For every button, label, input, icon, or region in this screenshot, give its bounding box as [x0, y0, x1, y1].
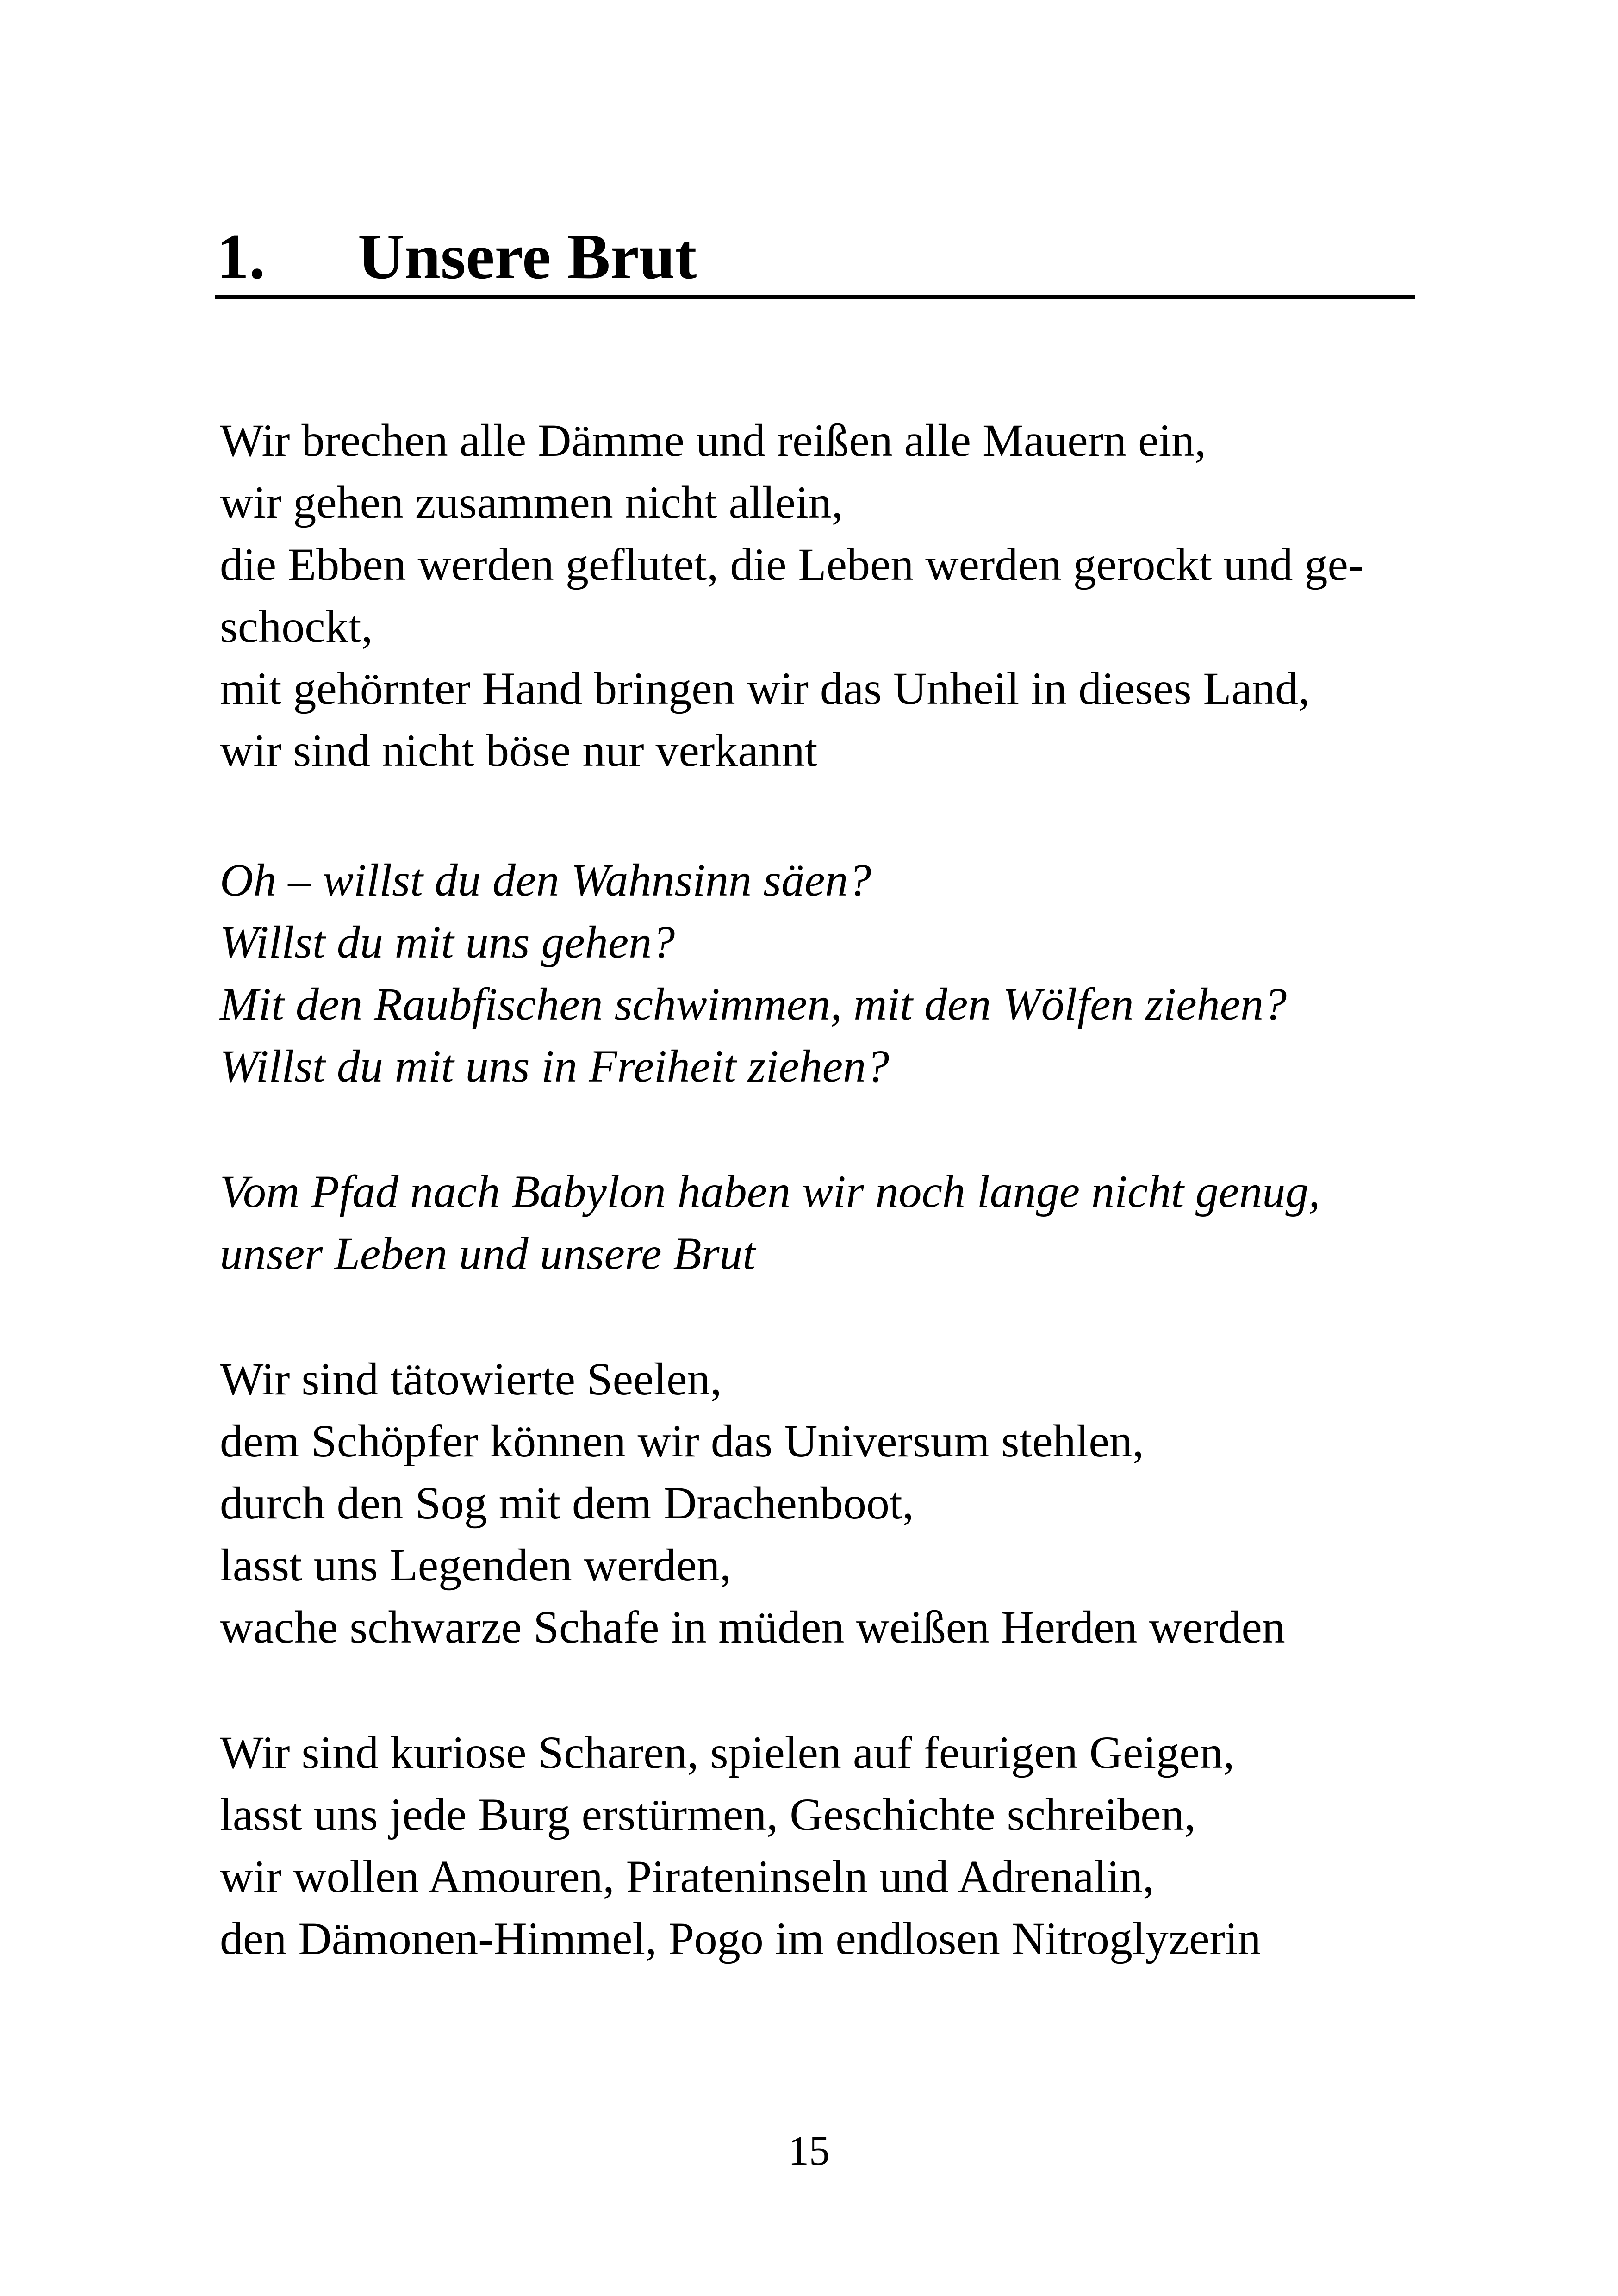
- verse-line: Willst du mit uns in Freiheit ziehen?: [220, 1040, 890, 1092]
- verse-line: den Dämonen-Himmel, Pogo im endlosen Nitroglyzerin: [220, 1913, 1261, 1964]
- page-number: 15: [788, 2128, 830, 2174]
- verse-line: mit gehörnter Hand bringen wir das Unheil in dieses Land,: [220, 663, 1310, 714]
- stanza-4: [220, 1348, 1423, 1658]
- chapter-number: 1.: [217, 221, 265, 292]
- verse-line: Mit den Raubfischen schwimmen, mit den Wölfen ziehen?: [220, 978, 1287, 1030]
- verse-line: wir sind nicht böse nur verkannt: [220, 725, 818, 776]
- verse-line: Oh – willst du den Wahnsinn säen?: [220, 854, 871, 906]
- stanza-1: [220, 410, 1423, 782]
- verse-line: wache schwarze Schafe in müden weißen Herden werden: [220, 1601, 1285, 1653]
- verse-line: Vom Pfad nach Babylon haben wir noch lange nicht genug,: [220, 1166, 1320, 1217]
- heading-divider: [215, 295, 1415, 299]
- verse-line: wir gehen zusammen nicht allein,: [220, 477, 843, 528]
- stanza-3: [220, 1161, 1423, 1285]
- verse-line: durch den Sog mit dem Drachenboot,: [220, 1477, 914, 1529]
- verse-line: schockt,: [220, 601, 373, 652]
- verse-line: die Ebben werden geflutet, die Leben werden gerockt und ge-: [220, 539, 1364, 590]
- verse-line: unser Leben und unsere Brut: [220, 1228, 756, 1279]
- verse-line: lasst uns jede Burg erstürmen, Geschichte schreiben,: [220, 1789, 1196, 1840]
- verse-line: wir wollen Amouren, Pirateninseln und Adrenalin,: [220, 1851, 1155, 1902]
- verse-line: lasst uns Legenden werden,: [220, 1539, 732, 1591]
- stanza-5: [220, 1722, 1423, 1970]
- chapter-heading: [217, 211, 1415, 303]
- verse-line: dem Schöpfer können wir das Universum stehlen,: [220, 1415, 1144, 1467]
- verse-line: Wir brechen alle Dämme und reißen alle Mauern ein,: [220, 415, 1207, 466]
- verse-line: Wir sind kuriose Scharen, spielen auf feurigen Geigen,: [220, 1727, 1235, 1778]
- chapter-title: Unsere Brut: [358, 221, 697, 292]
- stanza-2: [220, 849, 1423, 1097]
- verse-line: Willst du mit uns gehen?: [220, 916, 675, 968]
- verse-line: Wir sind tätowierte Seelen,: [220, 1353, 722, 1405]
